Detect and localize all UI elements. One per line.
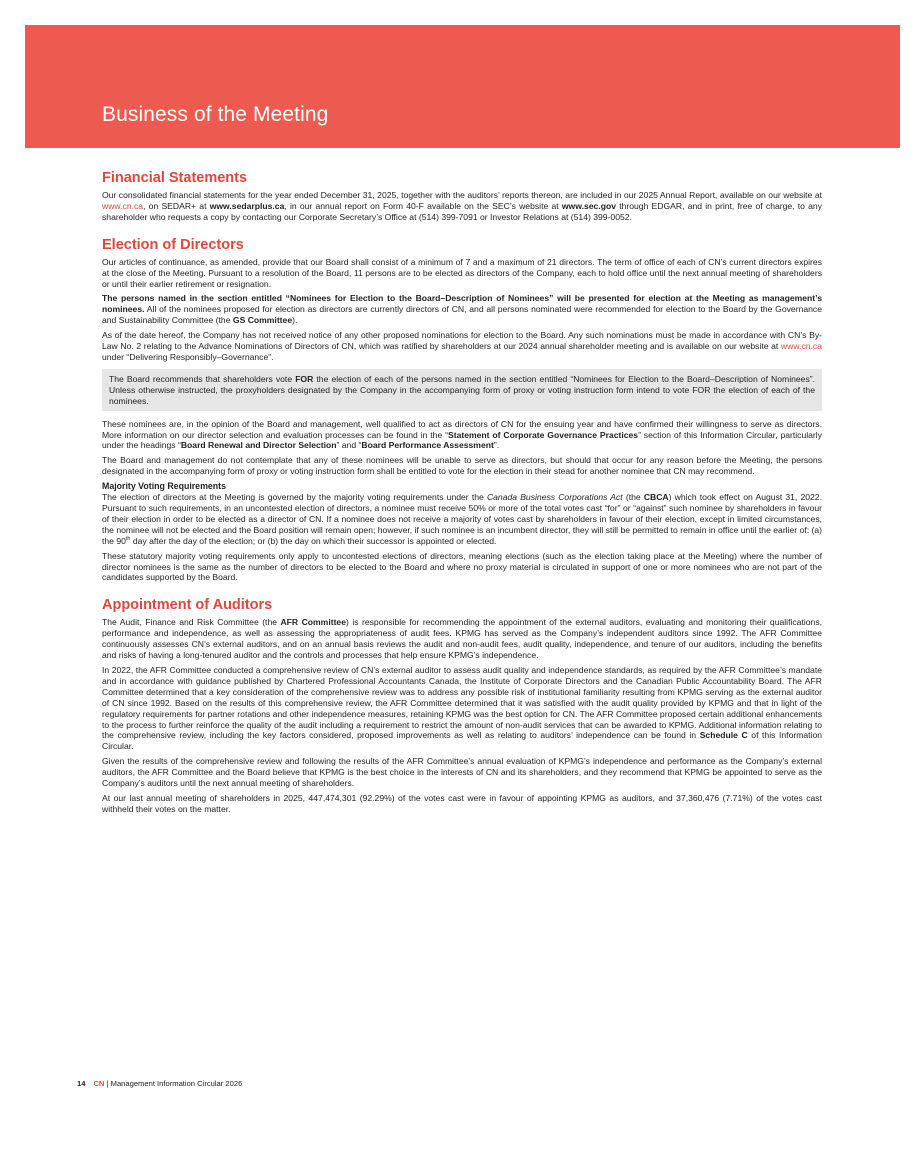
page-number: 14 [77, 1079, 86, 1088]
paragraph: In 2022, the AFR Committee conducted a comprehensive review of CN’s external auditor to assess audit quality and independence standards, as required by the AFR Committee’s mandate and in accordance with guidance published by Chartered Professional Accountants Canada, the Institute of Corporate Directors and the Canadian Public Accountability Board. The AFR Committee determined that a key consideration of the comprehensive review was to address any possible risk of institutional familiarity resulting from KPMG serving as the external auditor of CN since 1992. Based on the results of this comprehensive review, the AFR Committee determined that it was satisfied with the audit quality provided by KPMG and that in light of the regulatory requirements for partner rotations and other independence measures, retaining KPMG was the best option for CN. The AFR Committee proposed certain additional enhancements to the process to further reinforce the quality of the audit including a requirement to restrict the amount of non-audit services that can be awarded to KPMG. Additional information relating to the comprehensive review, including the key factors considered, proposed improvements as well as relating to auditors’ independence can be found in Schedule C of this Information Circular. [102, 665, 822, 752]
page-footer [77, 1079, 242, 1088]
paragraph: The Board and management do not contemplate that any of these nominees will be unable to serve as directors, but should that occur for any reason before the Meeting, the persons designated in the accompanying form of proxy or voting instruction form shall be entitled to vote for the election in their stead for another nominee that CN may recommend. [102, 455, 822, 477]
paragraph: These statutory majority voting requirements only apply to uncontested elections of directors, meaning elections (such as the election taking place at the Meeting) where the number of director nominees is the same as the number of directors to be elected to the Board and where no proxy material is circulated in support of one or more nominees who are not part of the candidates supported by the Board. [102, 550, 822, 583]
page-title: Business of the Meeting [102, 103, 329, 126]
text-sec: www.sec.gov [561, 200, 616, 211]
footer-text: | Management Information Circular 2026 [104, 1079, 243, 1088]
recommendation-callout [102, 369, 822, 411]
paragraph: Given the results of the comprehensive review and following the results of the AFR Committee’s annual evaluation of KPMG’s independence and performance as the Company’s external auditors, the AFR Committee and the Board believe that KPMG is the best choice in the interests of CN and its shareholders, and they recommend that KPMG be appointed to serve as the Company’s auditors until the next annual meeting of shareholders. [102, 756, 822, 789]
brand-name: CN [93, 1079, 105, 1088]
election-of-directors-section [102, 237, 822, 584]
section-heading-financial-statements: Financial Statements [102, 170, 248, 186]
main-content [102, 170, 822, 829]
header-banner [25, 25, 900, 148]
paragraph: At our last annual meeting of shareholders in 2025, 447,474,301 (92.29%) of the votes cast were in favour of appointing KPMG as auditors, and 37,360,476 (7.71%) of the votes cast withheld their votes on the matter. [102, 792, 822, 814]
link-cn-website[interactable]: www.cn.ca [102, 200, 144, 211]
paragraph: These nominees are, in the opinion of the Board and management, well qualified to act as directors of CN for the ensuing year and have confirmed their willingness to serve as directors. More information on our director selection and evaluation processes can be found in the “Statement of Corporate Governance Practices” section of this Information Circular, particularly under the headings “Board Renewal and Director Selection” and “Board Performance Assessment”. [102, 418, 822, 451]
paragraph: As of the date hereof, the Company has not received notice of any other proposed nominations for election to the Board. Any such nominations must be made in accordance with CN’s By-Law No. 2 relating to the Advance Nominations of Directors of CN, which was ratified by shareholders at our 2024 annual shareholder meeting and is available on our website at www.cn.ca under “Delivering Responsibly–Governance”. [102, 330, 822, 362]
callout-text: The Board recommends that shareholders vote FOR the election of each of the persons named in the section entitled “Nominees for Election to the Board–Description of Nominees”. Unless otherwise instructed, the proxyholders designated by the Company in the accompanying form of proxy or voting instruction form intend to vote FOR the election of each of the nominees. [109, 373, 815, 406]
subheading-majority-voting: Majority Voting Requirements [102, 481, 226, 492]
appointment-of-auditors-section [102, 597, 822, 814]
paragraph: Our articles of continuance, as amended, provide that our Board shall consist of a minimum of 7 and a maximum of 21 directors. The term of office of each of CN’s current directors expires at the close of the Meeting. Pursuant to a resolution of the Board, 11 persons are to be elected as directors of the Company, each to hold office until the next annual meeting of shareholders or until their earlier retirement or resignation. [102, 256, 822, 289]
paragraph: The Audit, Finance and Risk Committee (the AFR Committee) is responsible for recommending the appointment of the external auditors, evaluating and monitoring their qualifications, performance and independence, as well as assessing the appropriateness of audit fees. KPMG has served as the Company’s independent auditors since 1992. The AFR Committee continuously assesses CN’s external auditors, and on an annual basis reviews the audit and non-audit fees, audit quality, independence, and tenure of our auditors, including the benefits and risks of having a long-tenured auditor and the controls and processes that help ensure KPMG’s independence. [102, 617, 823, 661]
paragraph: The election of directors at the Meeting is governed by the majority voting requirements under the Canada Business Corporations Act (the CBCA) which took effect on August 31, 2022. Pursuant to such requirements, in an uncontested election of directors, a nominee must receive 50% or more of the total votes cast “for” or “against” such nominee by shareholders in favour of their election in order to be elected as a director of CN. If a nominee does not receive a majority of votes cast by shareholders in favour of their election, except in limited circumstances, the nominee will not be elected and the Board position will remain open; however, if such nominee is an incumbent director, they will still be permitted to remain in office until the earlier of: (a) the 90th day after the day of the election; or (b) the day on which their successor is appointed or elected. [102, 492, 822, 546]
text-sedar: www.sedarplus.ca [209, 200, 285, 211]
financial-statements-section [102, 170, 822, 223]
section-heading-election: Election of Directors [102, 236, 244, 253]
paragraph: Our consolidated financial statements for the year ended December 31, 2025, together with the auditors’ reports thereon, are included in our 2025 Annual Report, available on our website at www.cn.ca, on SEDAR+ at www.sedarplus.ca, in our annual report on Form 40-F available on the SEC’s website at www.sec.gov through EDGAR, and in print, free of charge, to any shareholder who requests a copy by contacting our Corporate Secretary’s Office at (514) 399-7091 or Investor Relations at (514) 399-0052. [102, 190, 823, 222]
link-cn-website[interactable]: www.cn.ca [780, 341, 822, 352]
paragraph: The persons named in the section entitled “Nominees for Election to the Board–Description of Nominees” will be presented for election at the Meeting as management’s nominees. All of the nominees proposed for election as directors are currently directors of CN, and all persons nominated were recommended for election to the Board by the Governance and Sustainability Committee (the GS Committee). [102, 293, 822, 326]
section-heading-auditors: Appointment of Auditors [102, 597, 273, 614]
